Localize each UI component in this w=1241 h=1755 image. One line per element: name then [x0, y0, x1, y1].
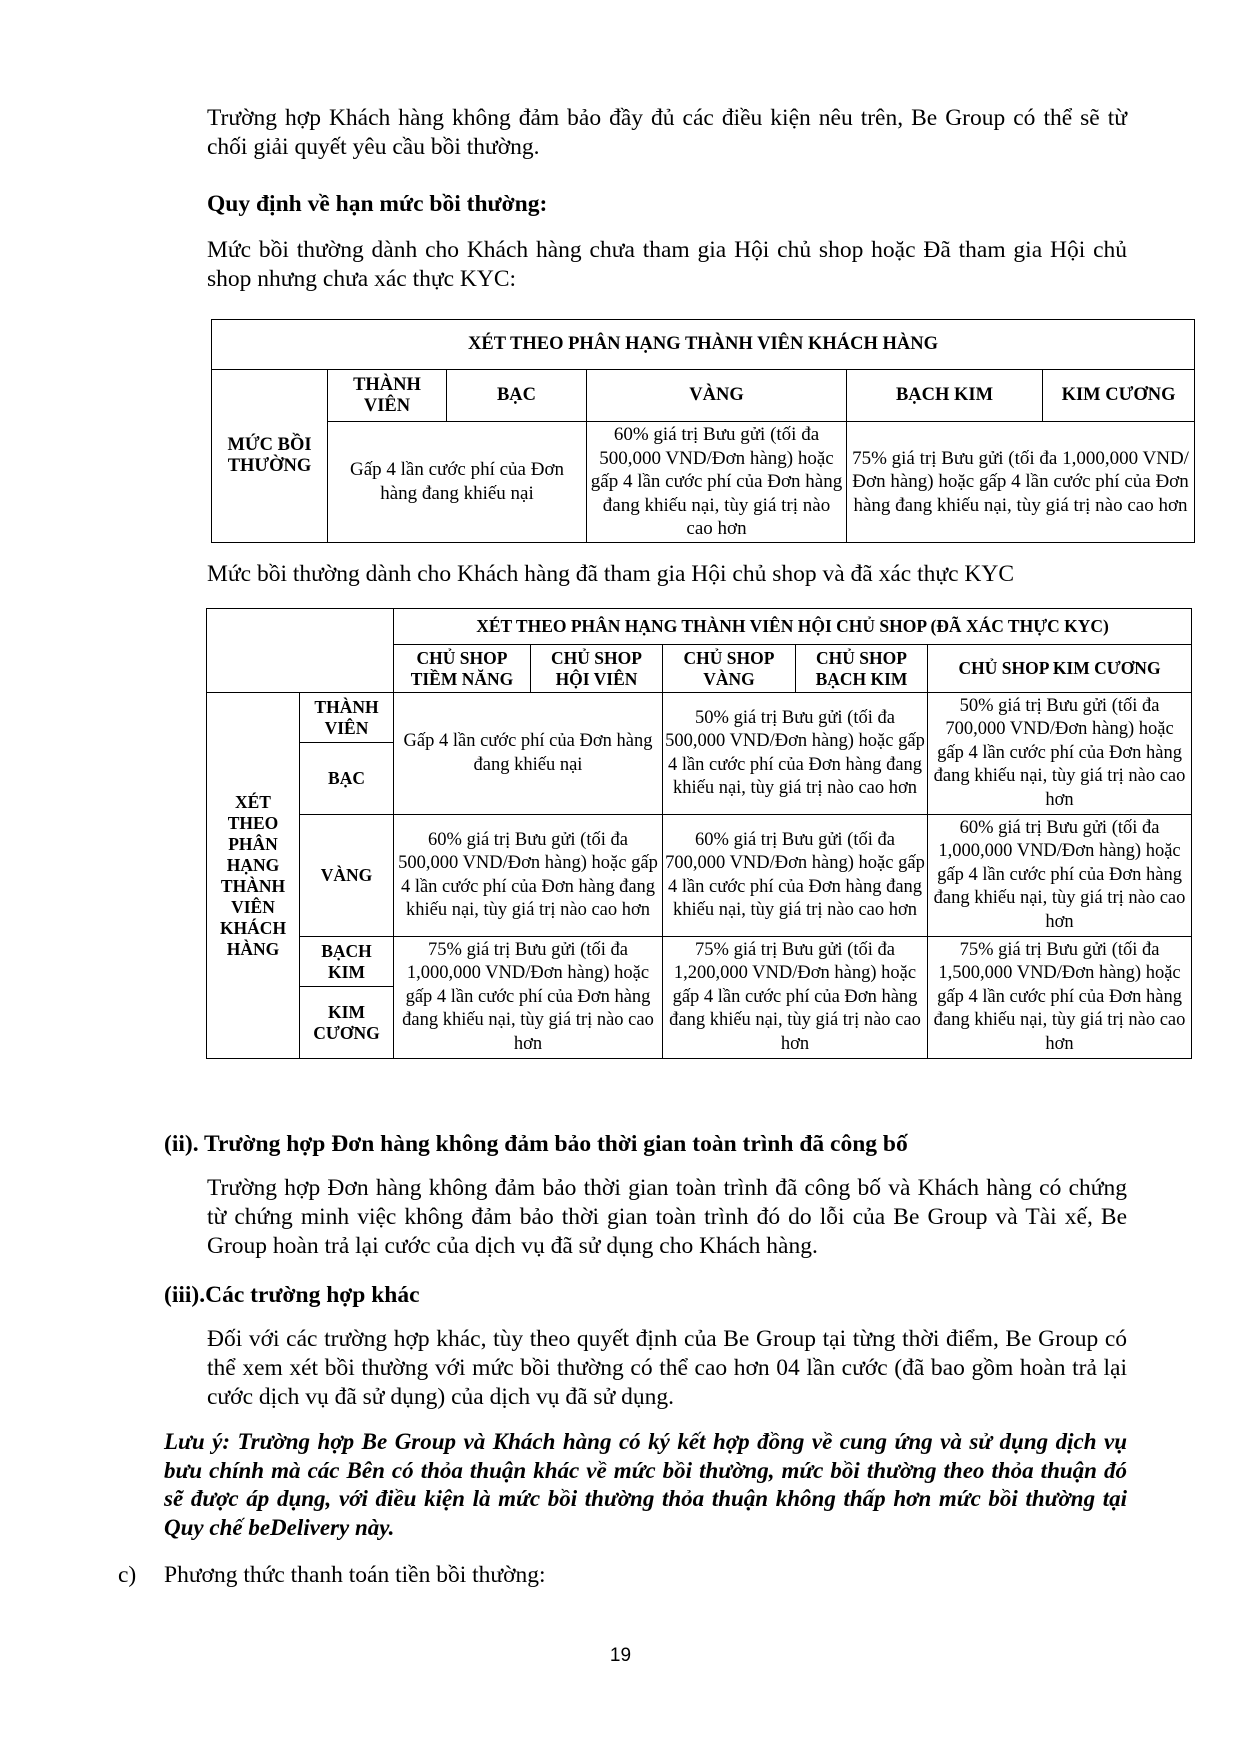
- table1-tier-diamond: KIM CƯƠNG: [1043, 370, 1195, 422]
- table1-tier-silver: BẠC: [447, 370, 587, 422]
- table2-shop-tier-diamond: CHỦ SHOP KIM CƯƠNG: [928, 645, 1192, 693]
- table2-member-tier-member: THÀNH VIÊN: [300, 693, 394, 743]
- intro-paragraph: Trường hợp Khách hàng không đảm bảo đầy đủ các điều kiện nêu trên, Be Group có thể sẽ từ chối giải quyết yêu cầu bồi thường.: [207, 105, 1127, 160]
- table1-intro: Mức bồi thường dành cho Khách hàng chưa tham gia Hội chủ shop hoặc Đã tham gia Hội chủ shop nhưng chưa xác thực KYC:: [207, 237, 1127, 292]
- table2-cell-low-gold: 50% giá trị Bưu gửi (tối đa 500,000 VND/Đơn hàng) hoặc gấp 4 lần cước phí của Đơn hàng đang khiếu nại, tùy giá trị nào cao hơn: [663, 693, 928, 815]
- table2-cell-low-base: Gấp 4 lần cước phí của Đơn hàng đang khiếu nại: [394, 693, 663, 815]
- table2-member-tier-gold: VÀNG: [300, 815, 394, 937]
- page-number: 19: [609, 1645, 632, 1666]
- table2-row-header: XÉT THEO PHÂN HẠNG THÀNH VIÊN KHÁCH HÀNG: [207, 693, 300, 1059]
- table2-member-tier-silver: BẠC: [300, 743, 394, 815]
- section-iii-heading: (iii).Các trường hợp khác: [164, 1282, 420, 1308]
- section-c-marker: c): [118, 1562, 137, 1588]
- table2-title: XÉT THEO PHÂN HẠNG THÀNH VIÊN HỘI CHỦ SHOP (ĐÃ XÁC THỰC KYC): [394, 609, 1192, 645]
- table1-tier-member: THÀNH VIÊN: [328, 370, 447, 422]
- note-paragraph: Lưu ý: Trường hợp Be Group và Khách hàng có ký kết hợp đồng về cung ứng và sử dụng dịch vụ bưu chính mà các Bên có thỏa thuận khác về mức bồi thường, mức bồi thường theo thỏa thuận đó sẽ được áp dụng, với điều kiện là mức bồi thường thỏa thuận không thấp hơn mức bồi thường tại Quy chế beDelivery này.: [164, 1429, 1127, 1540]
- section-iii-body: Đối với các trường hợp khác, tùy theo quyết định của Be Group tại từng thời điểm, Be Group có thể xem xét bồi thường với mức bồi thường có thể cao hơn 04 lần cước (đã bao gồm hoàn trả lại cước dịch vụ đã sử dụng) của dịch vụ đã sử dụng.: [207, 1326, 1127, 1410]
- table2-cell-gold-gold: 60% giá trị Bưu gửi (tối đa 700,000 VND/Đơn hàng) hoặc gấp 4 lần cước phí của Đơn hàng đang khiếu nại, tùy giá trị nào cao hơn: [663, 815, 928, 937]
- table2-shop-tier-member: CHỦ SHOP HỘI VIÊN: [531, 645, 663, 693]
- compensation-table-non-kyc: [211, 319, 1195, 543]
- table2-cell-low-diamond: 50% giá trị Bưu gửi (tối đa 700,000 VND/Đơn hàng) hoặc gấp 4 lần cước phí của Đơn hàng đang khiếu nại, tùy giá trị nào cao hơn: [928, 693, 1192, 815]
- table2-shop-tier-gold: CHỦ SHOP VÀNG: [663, 645, 796, 693]
- table2-cell-gold-diamond: 60% giá trị Bưu gửi (tối đa 1,000,000 VND/Đơn hàng) hoặc gấp 4 lần cước phí của Đơn hàng đang khiếu nại, tùy giá trị nào cao hơn: [928, 815, 1192, 937]
- compensation-table-kyc: [206, 608, 1192, 1059]
- table2-intro: Mức bồi thường dành cho Khách hàng đã tham gia Hội chủ shop và đã xác thực KYC: [207, 561, 1015, 587]
- table2-cell-gold-base: 60% giá trị Bưu gửi (tối đa 500,000 VND/Đơn hàng) hoặc gấp 4 lần cước phí của Đơn hàng đang khiếu nại, tùy giá trị nào cao hơn: [394, 815, 663, 937]
- table2-shop-tier-platinum: CHỦ SHOP BẠCH KIM: [796, 645, 928, 693]
- limit-heading: Quy định về hạn mức bồi thường:: [207, 191, 548, 217]
- table2-cell-high-base: 75% giá trị Bưu gửi (tối đa 1,000,000 VND/Đơn hàng) hoặc gấp 4 lần cước phí của Đơn hàng đang khiếu nại, tùy giá trị nào cao hơn: [394, 937, 663, 1059]
- section-c-text: Phương thức thanh toán tiền bồi thường:: [164, 1562, 546, 1588]
- table2-member-tier-platinum: BẠCH KIM: [300, 937, 394, 987]
- table1-value-gold: 60% giá trị Bưu gửi (tối đa 500,000 VND/Đơn hàng) hoặc gấp 4 lần cước phí của Đơn hàng đang khiếu nại, tùy giá trị nào cao hơn: [587, 422, 847, 543]
- table1-title: XÉT THEO PHÂN HẠNG THÀNH VIÊN KHÁCH HÀNG: [212, 320, 1195, 370]
- table2-corner-cell: [207, 609, 394, 693]
- table1-row-header: MỨC BỒI THƯỜNG: [212, 370, 328, 543]
- table1-tier-platinum: BẠCH KIM: [847, 370, 1043, 422]
- table2-cell-high-gold: 75% giá trị Bưu gửi (tối đa 1,200,000 VND/Đơn hàng) hoặc gấp 4 lần cước phí của Đơn hàng đang khiếu nại, tùy giá trị nào cao hơn: [663, 937, 928, 1059]
- section-ii-heading: (ii). Trường hợp Đơn hàng không đảm bảo thời gian toàn trình đã công bố: [164, 1131, 908, 1157]
- table2-shop-tier-potential: CHỦ SHOP TIỀM NĂNG: [394, 645, 531, 693]
- section-ii-body: Trường hợp Đơn hàng không đảm bảo thời gian toàn trình đã công bố và Khách hàng có chứng từ chứng minh việc không đảm bảo thời gian toàn trình đó do lỗi của Be Group và Tài xế, Be Group hoàn trả lại cước của dịch vụ đã sử dụng cho Khách hàng.: [207, 1175, 1127, 1259]
- table2-cell-high-diamond: 75% giá trị Bưu gửi (tối đa 1,500,000 VND/Đơn hàng) hoặc gấp 4 lần cước phí của Đơn hàng đang khiếu nại, tùy giá trị nào cao hơn: [928, 937, 1192, 1059]
- table1-value-platinum-diamond: 75% giá trị Bưu gửi (tối đa 1,000,000 VND/Đơn hàng) hoặc gấp 4 lần cước phí của Đơn hàng đang khiếu nại, tùy giá trị nào cao hơn: [847, 422, 1195, 543]
- table1-tier-gold: VÀNG: [587, 370, 847, 422]
- table1-value-member-silver: Gấp 4 lần cước phí của Đơn hàng đang khiếu nại: [328, 422, 587, 543]
- table2-member-tier-diamond: KIM CƯƠNG: [300, 987, 394, 1059]
